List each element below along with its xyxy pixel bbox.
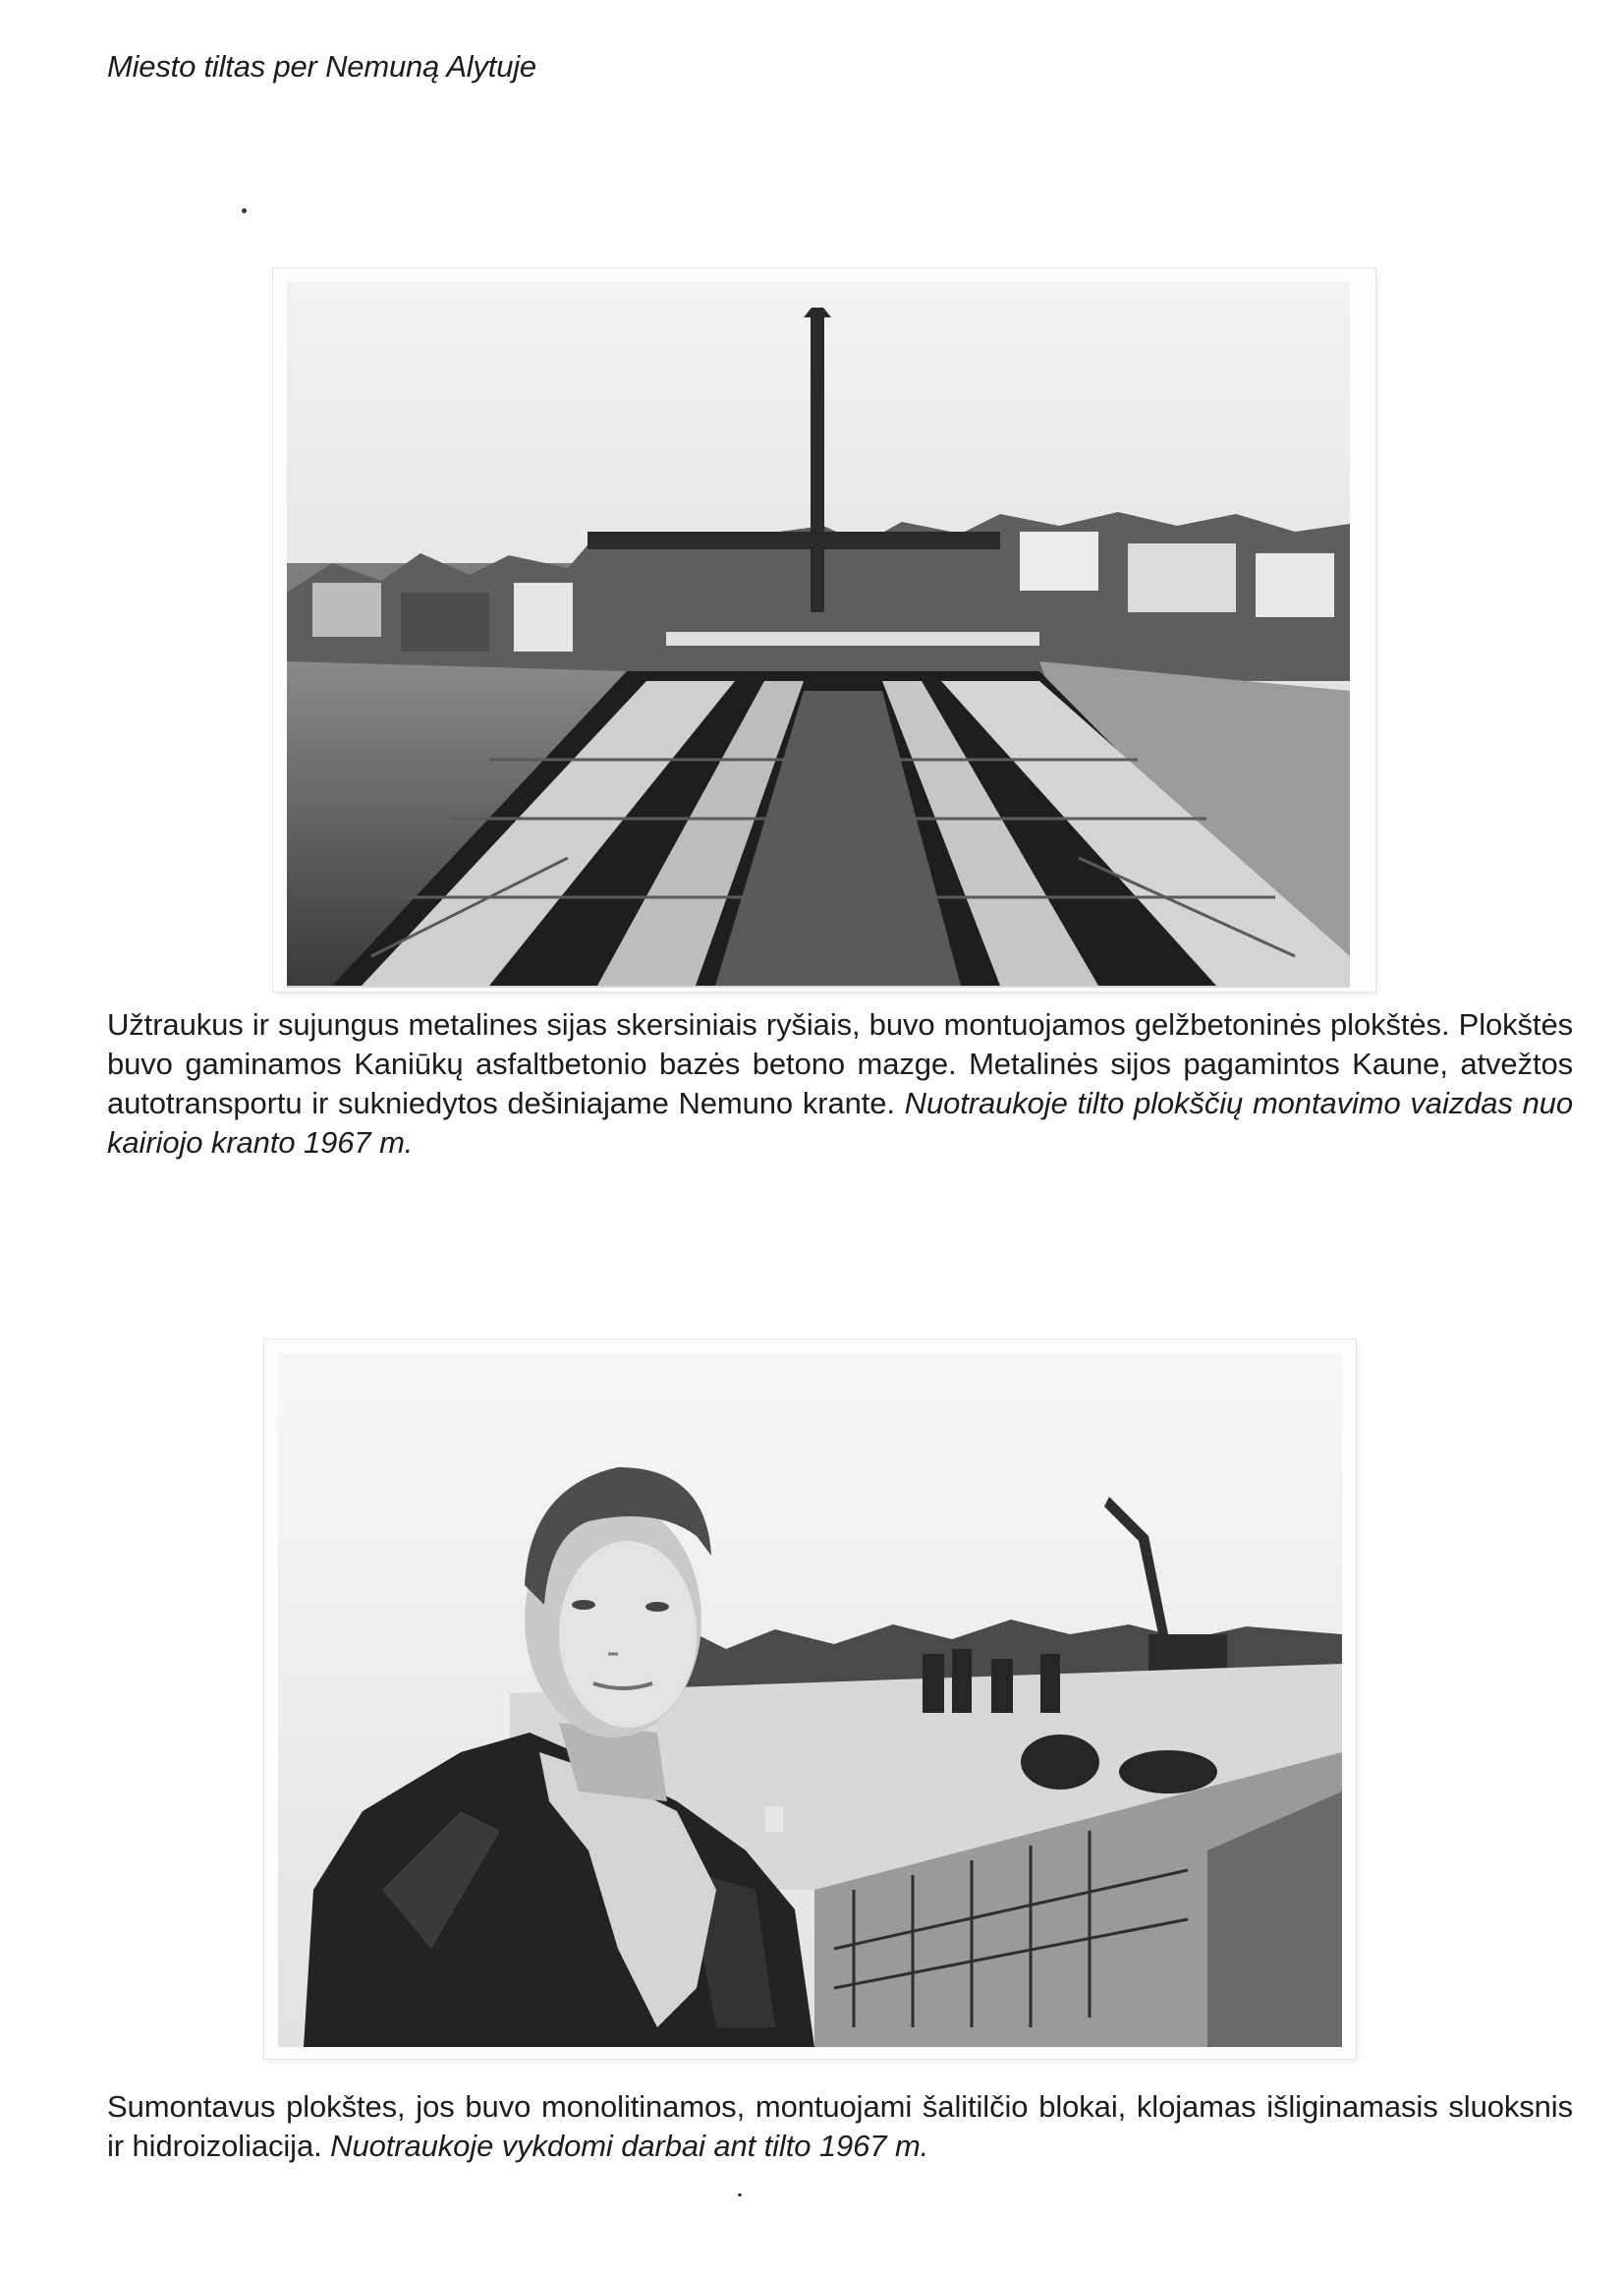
bridge-deck-photo-image xyxy=(273,268,1375,992)
stray-mark xyxy=(242,208,247,213)
photo-man-on-bridge xyxy=(264,1339,1356,2059)
man-on-bridge-photo-image xyxy=(264,1339,1356,2059)
caption-photo1-text: Užtraukus ir sujungus metalines sijas skersiniais ryšiais, buvo montuojamos gelžbetoninės plokštės. Plokštės buvo gaminamos Kaniūkų asfaltbetonio bazės betono mazge. Metalinės sijos pagamintos Kaune, atvežtos autotransportu ir sukniedytos dešiniajame Nemuno krante. xyxy=(107,1007,1573,1120)
caption-photo2-italic: Nuotraukoje vykdomi darbai ant tilto 1967 m. xyxy=(330,2129,929,2163)
caption-photo1-italic: Nuotraukoje tilto plokščių montavimo vaizdas nuo kairiojo kranto 1967 m. xyxy=(107,1086,1573,1160)
caption-photo2 xyxy=(107,2087,1573,2166)
caption-photo2-text: Sumontavus plokštes, jos buvo monolitinamos, montuojami šalitilčio blokai, klojamas išliginamasis sluoksnis ir hidroizoliacija. xyxy=(107,2089,1573,2163)
stray-mark xyxy=(738,2193,742,2196)
page-title: Miesto tiltas per Nemuną Alytuje xyxy=(107,49,536,84)
photo-bridge-deck xyxy=(273,268,1375,992)
caption-photo1 xyxy=(107,1005,1573,1163)
